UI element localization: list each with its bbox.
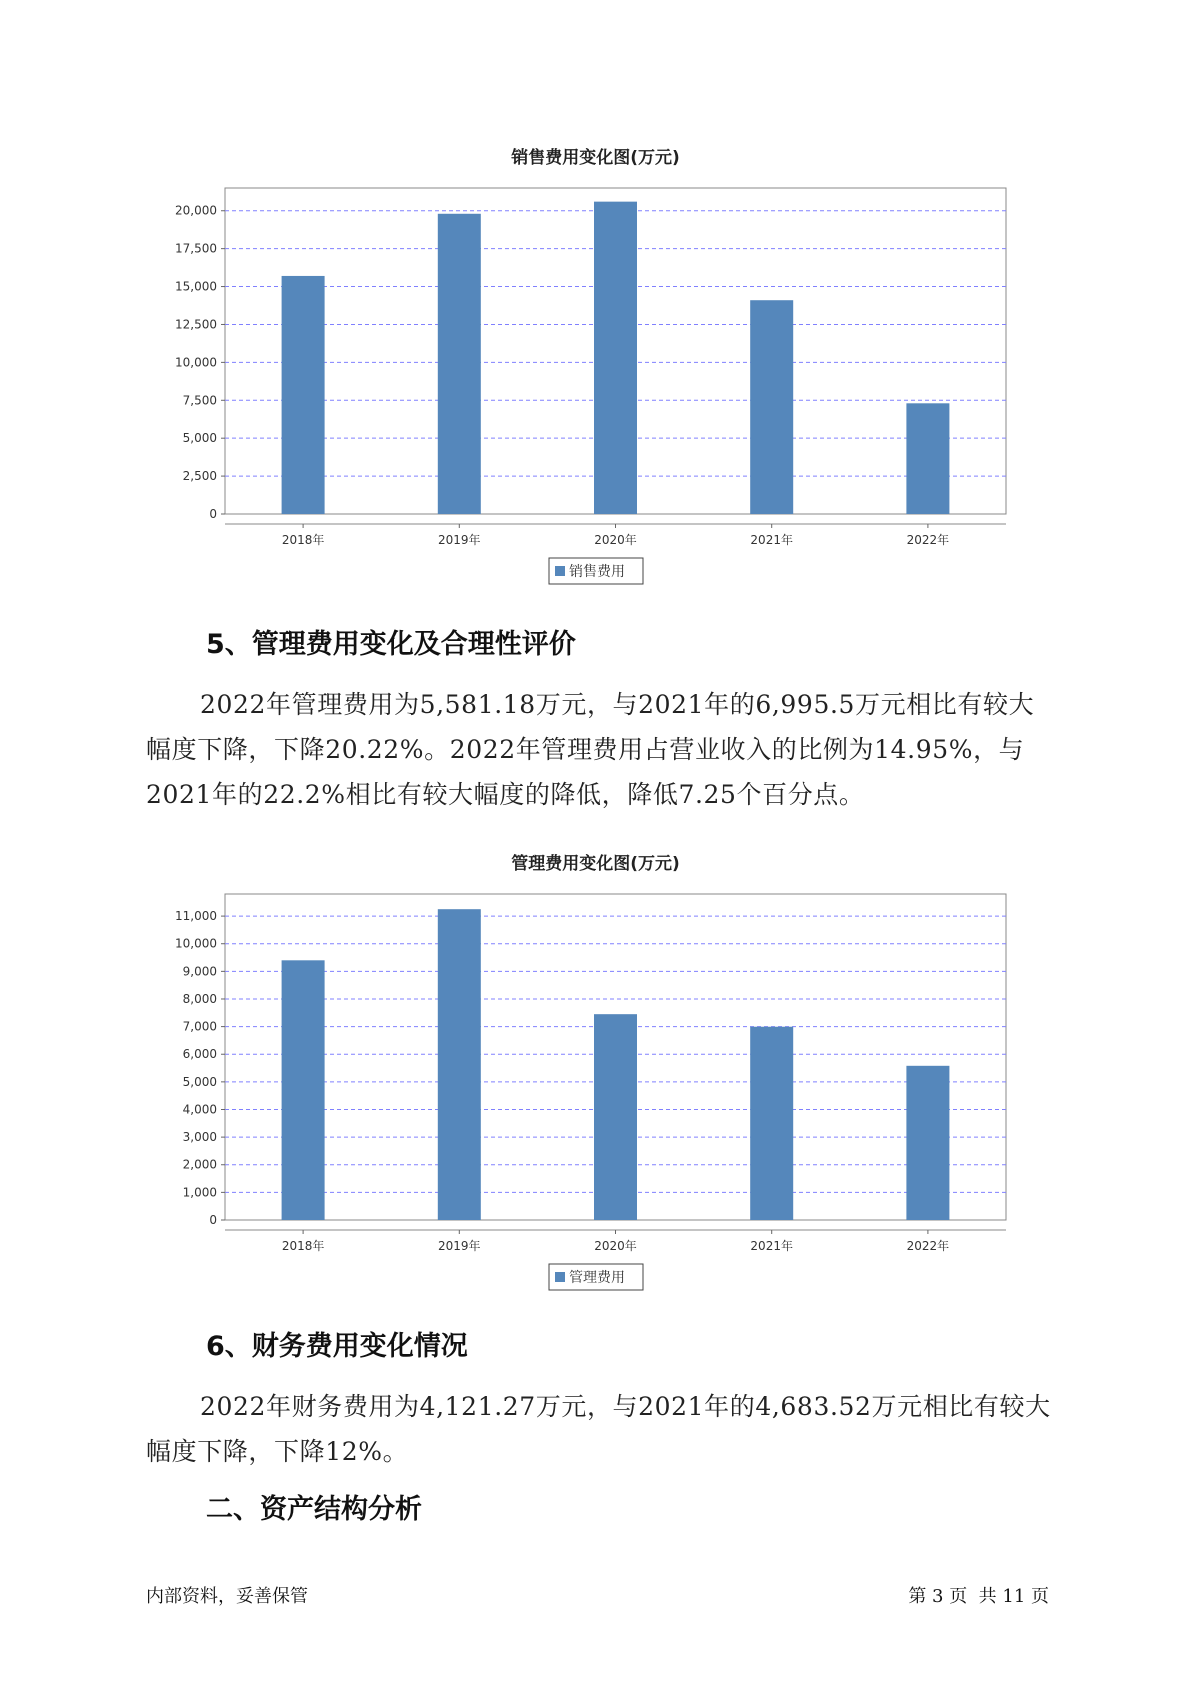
y-tick-label: 0 [209,507,217,521]
y-tick-label: 7,000 [182,1019,217,1034]
section6-paragraph: 2022年财务费用为4,121.27万元，与2021年的4,683.52万元相比有较大幅度下降，下降12%。 [146,1392,1051,1466]
y-tick-label: 1,000 [182,1185,217,1200]
x-tick-label: 2020年 [594,1239,637,1253]
bar [282,276,325,514]
admin-chart-title: 管理费用变化图(万元) [511,854,680,874]
y-tick-label: 12,500 [175,317,217,332]
x-tick-label: 2021年 [750,1239,793,1253]
footer-page-number: 第 3 页 共 11 页 [908,1586,1049,1607]
y-tick-label: 0 [209,1213,217,1227]
legend-swatch [555,1272,565,1282]
x-tick-label: 2022年 [906,533,950,547]
bar [594,1014,637,1220]
admin-expense-chart [0,874,1191,1294]
bar [438,214,481,514]
x-tick-label: 2021年 [750,533,793,547]
footer-confidential: 内部资料，妥善保管 [146,1586,308,1607]
bar [750,300,793,514]
y-tick-label: 4,000 [182,1102,217,1117]
x-tick-label: 2018年 [281,1239,325,1253]
legend-label: 销售费用 [569,564,625,580]
y-tick-label: 7,500 [182,393,217,408]
y-tick-label: 2,500 [182,469,217,484]
y-tick-label: 9,000 [182,964,217,979]
section6-heading: 6、财务费用变化情况 [206,1331,468,1362]
y-tick-label: 10,000 [175,936,217,951]
y-tick-label: 17,500 [175,241,217,256]
y-tick-label: 2,000 [182,1157,217,1172]
bar [906,1066,949,1220]
y-tick-label: 20,000 [175,203,217,218]
y-tick-label: 6,000 [182,1047,217,1062]
sales-expense-chart [0,168,1191,588]
y-tick-label: 10,000 [175,355,217,370]
section-two-heading: 二、资产结构分析 [206,1494,422,1525]
x-tick-label: 2018年 [281,533,325,547]
y-tick-label: 3,000 [182,1130,217,1145]
x-tick-label: 2019年 [438,533,481,547]
x-tick-label: 2020年 [594,533,637,547]
x-tick-label: 2022年 [906,1239,950,1253]
bar [906,403,949,514]
legend-label: 管理费用 [569,1270,625,1286]
y-tick-label: 5,000 [182,1074,217,1089]
y-tick-label: 5,000 [182,431,217,446]
y-tick-label: 8,000 [182,991,217,1006]
legend-swatch [555,566,565,576]
y-tick-label: 15,000 [175,279,217,294]
bar [282,960,325,1220]
y-tick-label: 11,000 [175,909,217,924]
bar [594,202,637,514]
section5-paragraph: 2022年管理费用为5,581.18万元，与2021年的6,995.5万元相比有较大幅度下降，下降20.22%。2022年管理费用占营业收入的比例为14.95%，与2021年的22.2%相比有较大幅度的降低，降低7.25个百分点。 [146,690,1035,809]
sales-chart-title: 销售费用变化图(万元) [511,148,680,168]
x-tick-label: 2019年 [438,1239,481,1253]
section5-heading: 5、管理费用变化及合理性评价 [206,629,576,660]
bar [750,1027,793,1220]
bar [438,909,481,1220]
